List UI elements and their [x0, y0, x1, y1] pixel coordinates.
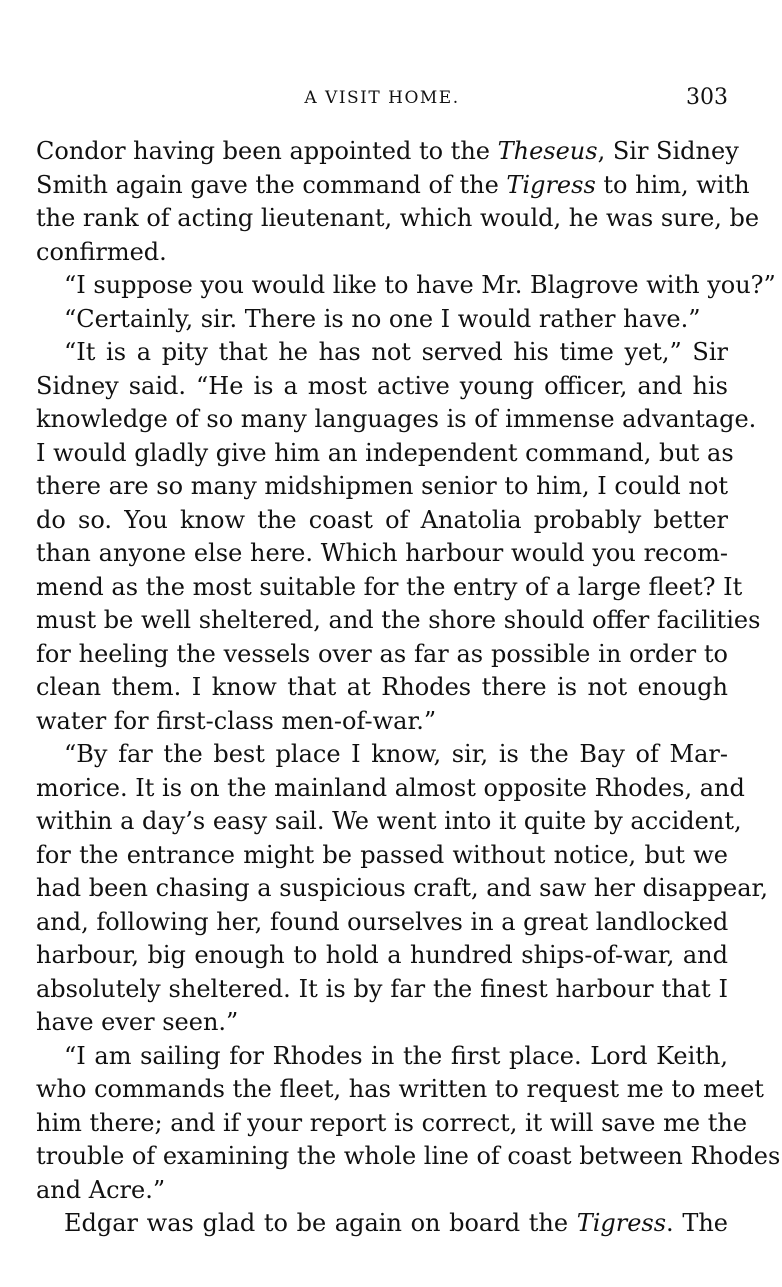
italic-text: Tigress: [506, 170, 596, 199]
text-segment: “I suppose you would like to have Mr. Blagrove with you?”: [64, 271, 776, 299]
text-line: [36, 503, 728, 537]
text-line: [36, 1173, 728, 1207]
text-segment: . The: [666, 1209, 728, 1237]
text-segment: and, following her, found ourselves in a great landlocked: [36, 907, 729, 936]
text-line: [36, 905, 728, 939]
text-segment: Sidney said. “He is a most active young officer, and his: [36, 371, 728, 400]
text-segment: confirmed.: [36, 237, 167, 266]
text-line: [36, 938, 728, 972]
text-segment: mend as the most suitable for the entry of a large fleet? It: [36, 572, 743, 601]
text-line: [36, 536, 728, 570]
running-title: A VISIT HOME.: [304, 88, 460, 108]
text-line: [36, 603, 761, 637]
text-segment: absolutely sheltered. It is by far the finest harbour that I: [36, 974, 728, 1003]
text-segment: , Sir Sidney: [597, 137, 739, 165]
book-page: [36, 0, 781, 1287]
text-line: [64, 335, 728, 369]
italic-text: Theseus: [497, 137, 598, 165]
text-segment: for heeling the vessels over as far as possible in order to: [36, 639, 728, 668]
text-line: [36, 1106, 748, 1140]
text-line: [36, 771, 745, 805]
text-line: [36, 838, 728, 872]
page-number: 303: [686, 85, 728, 110]
text-segment: “I am sailing for Rhodes in the first place. Lord Keith,: [64, 1041, 728, 1070]
text-line: [36, 637, 728, 671]
text-segment: clean them. I know that at Rhodes there is not enough: [36, 673, 728, 701]
text-segment: knowledge of so many languages is of immense advantage.: [36, 405, 757, 433]
text-segment: do so. You know the coast of Anatolia probably better: [36, 505, 728, 534]
text-segment: “By far the best place I know, sir, is the Bay of Mar-: [64, 740, 728, 768]
text-line: [36, 570, 743, 604]
text-line: [64, 302, 728, 336]
text-segment: “It is a pity that he has not served his time yet,” Sir: [64, 338, 728, 366]
text-segment: water for first-class men-of-war.”: [36, 706, 437, 735]
text-line: [36, 369, 728, 403]
italic-text: Tigress: [576, 1209, 667, 1237]
text-line: [36, 972, 728, 1006]
text-line: [36, 1005, 728, 1039]
text-segment: morice. It is on the mainland almost opposite Rhodes, and: [36, 773, 745, 802]
text-segment: Edgar was glad to be again on board the: [64, 1209, 577, 1237]
text-segment: and Acre.”: [36, 1175, 166, 1204]
text-line: [36, 402, 757, 436]
text-line: [36, 201, 760, 235]
text-segment: “Certainly, sir. There is no one I would rather have.”: [64, 304, 701, 333]
text-segment: trouble of examining the whole line of coast between Rhodes: [36, 1142, 781, 1170]
text-line: [36, 134, 739, 168]
text-line: [36, 804, 742, 838]
text-line: [64, 1206, 728, 1240]
text-line: [64, 737, 728, 771]
text-line: [36, 469, 728, 503]
text-segment: for the entrance might be passed without notice, but we: [36, 840, 728, 869]
text-segment: who commands the fleet, has written to request me to meet: [36, 1075, 764, 1103]
text-line: [36, 235, 728, 269]
text-segment: to him, with: [595, 170, 750, 199]
text-segment: Smith again gave the command of the: [36, 170, 507, 199]
text-segment: must be well sheltered, and the shore should offer facilities: [36, 606, 761, 634]
text-line: [64, 268, 776, 302]
text-line: [36, 1072, 764, 1106]
text-segment: him there; and if your report is correct, it will save me the: [36, 1108, 748, 1137]
text-line: [36, 168, 750, 202]
text-segment: I would gladly give him an independent command, but as: [36, 438, 734, 467]
text-segment: harbour, big enough to hold a hundred ships-of-war, and: [36, 941, 728, 969]
text-segment: had been chasing a suspicious craft, and saw her disappear,: [36, 874, 768, 902]
text-line: [36, 436, 734, 470]
text-line: [36, 670, 728, 704]
text-segment: the rank of acting lieutenant, which would, he was sure, be: [36, 204, 760, 232]
text-line: [36, 1139, 781, 1173]
text-segment: have ever seen.”: [36, 1008, 239, 1036]
text-segment: there are so many midshipmen senior to him, I could not: [36, 472, 728, 500]
text-line: [36, 704, 728, 738]
text-line: [36, 871, 768, 905]
running-head: [36, 84, 728, 112]
text-segment: Condor having been appointed to the: [36, 137, 498, 165]
text-segment: than anyone else here. Which harbour would you recom-: [36, 539, 728, 567]
text-line: [64, 1039, 728, 1073]
text-segment: within a day’s easy sail. We went into it quite by accident,: [36, 807, 742, 835]
